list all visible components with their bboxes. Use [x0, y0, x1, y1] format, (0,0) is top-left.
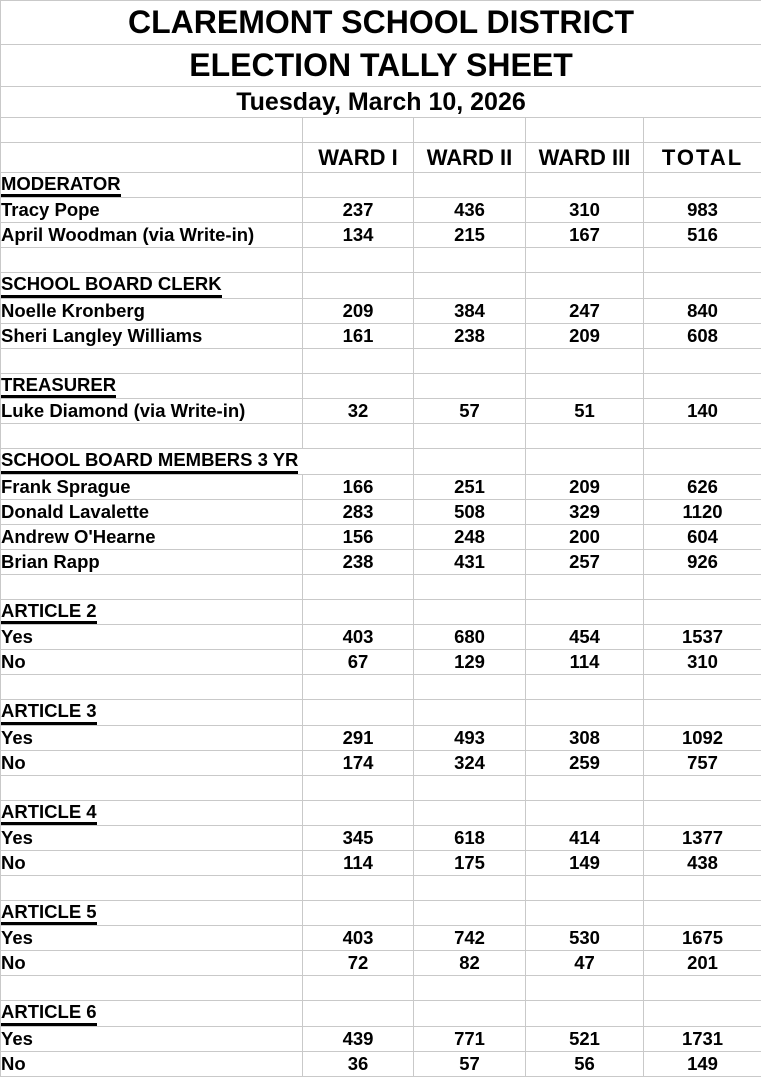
value-cell	[414, 424, 526, 449]
value-cell	[526, 675, 644, 700]
value-cell: 36	[303, 1051, 414, 1076]
value-cell	[526, 574, 644, 599]
spacer-row	[1, 248, 761, 273]
row-label: Yes	[1, 626, 33, 648]
label-cell	[1, 348, 303, 373]
value-cell: 384	[414, 298, 526, 323]
value-cell	[526, 599, 644, 624]
value-cell	[303, 248, 414, 273]
value-cell: 438	[644, 850, 761, 875]
section-label-cell	[1, 900, 303, 925]
value-cell: 926	[644, 549, 761, 574]
label-cell	[1, 926, 303, 951]
value-cell: 140	[644, 399, 761, 424]
empty-cell	[414, 118, 526, 143]
tally-row	[1, 725, 761, 750]
label-cell	[1, 574, 303, 599]
value-cell	[644, 574, 761, 599]
tally-row	[1, 198, 761, 223]
value-cell: 283	[303, 499, 414, 524]
section-label-cell	[1, 1001, 303, 1026]
value-cell	[303, 373, 414, 398]
row-label: Noelle Kronberg	[1, 299, 145, 321]
value-cell: 403	[303, 926, 414, 951]
value-cell: 201	[644, 951, 761, 976]
label-cell	[1, 223, 303, 248]
row-label: Yes	[1, 927, 33, 949]
value-cell: 259	[526, 750, 644, 775]
value-cell	[414, 675, 526, 700]
section-row	[1, 800, 761, 825]
date-row	[1, 87, 761, 118]
value-cell	[303, 675, 414, 700]
row-label: Sheri Langley Williams	[1, 324, 203, 346]
tally-row	[1, 323, 761, 348]
value-cell	[526, 900, 644, 925]
value-cell	[644, 449, 761, 474]
section-label-cell	[1, 173, 303, 198]
value-cell: 439	[303, 1026, 414, 1051]
value-cell	[303, 348, 414, 373]
row-label: No	[1, 851, 26, 873]
value-cell	[303, 574, 414, 599]
section-row	[1, 173, 761, 198]
value-cell	[414, 900, 526, 925]
label-cell	[1, 323, 303, 348]
tally-row	[1, 625, 761, 650]
value-cell: 114	[526, 650, 644, 675]
label-cell	[1, 298, 303, 323]
tally-row	[1, 750, 761, 775]
value-cell	[414, 1001, 526, 1026]
empty-cell	[303, 118, 414, 143]
value-cell: 604	[644, 524, 761, 549]
value-cell: 209	[526, 474, 644, 499]
section-label-cell	[1, 700, 303, 725]
value-cell	[526, 875, 644, 900]
value-cell: 114	[303, 850, 414, 875]
label-cell	[1, 675, 303, 700]
value-cell: 431	[414, 549, 526, 574]
value-cell	[303, 599, 414, 624]
value-cell	[526, 976, 644, 1001]
value-cell: 403	[303, 625, 414, 650]
value-cell	[526, 173, 644, 198]
value-cell: 454	[526, 625, 644, 650]
value-cell: 149	[526, 850, 644, 875]
value-cell: 175	[414, 850, 526, 875]
row-label: No	[1, 1052, 26, 1074]
value-cell	[526, 775, 644, 800]
value-cell	[526, 800, 644, 825]
tally-row	[1, 499, 761, 524]
value-cell: 291	[303, 725, 414, 750]
value-cell	[526, 248, 644, 273]
district-title-row	[1, 1, 761, 45]
value-cell: 156	[303, 524, 414, 549]
value-cell: 329	[526, 499, 644, 524]
value-cell	[644, 373, 761, 398]
section-row	[1, 1001, 761, 1026]
tally-row	[1, 1026, 761, 1051]
section-title: ARTICLE 6	[1, 1002, 97, 1025]
section-title: ARTICLE 5	[1, 902, 97, 925]
section-row	[1, 273, 761, 298]
label-cell	[1, 524, 303, 549]
value-cell: 67	[303, 650, 414, 675]
value-cell	[644, 424, 761, 449]
value-cell	[526, 273, 644, 298]
row-label: April Woodman (via Write-in)	[1, 224, 255, 246]
value-cell: 129	[414, 650, 526, 675]
row-label: No	[1, 651, 26, 673]
section-row	[1, 900, 761, 925]
row-label: Andrew O'Hearne	[1, 525, 156, 547]
tally-row	[1, 650, 761, 675]
row-label: Brian Rapp	[1, 550, 100, 572]
election-date: Tuesday, March 10, 2026	[236, 87, 526, 116]
value-cell	[644, 599, 761, 624]
row-label: Donald Lavalette	[1, 500, 150, 522]
value-cell	[414, 599, 526, 624]
value-cell	[644, 248, 761, 273]
district-title-cell	[1, 1, 761, 45]
value-cell	[644, 173, 761, 198]
value-cell: 1377	[644, 825, 761, 850]
value-cell: 56	[526, 1051, 644, 1076]
value-cell: 248	[414, 524, 526, 549]
label-cell	[1, 775, 303, 800]
label-cell	[1, 850, 303, 875]
value-cell: 57	[414, 1051, 526, 1076]
value-cell	[414, 373, 526, 398]
value-cell	[414, 173, 526, 198]
column-header-row	[1, 143, 761, 173]
section-row	[1, 449, 761, 474]
total-header: TOTAL	[644, 143, 761, 173]
label-cell	[1, 650, 303, 675]
value-cell: 508	[414, 499, 526, 524]
value-cell: 51	[526, 399, 644, 424]
label-cell	[1, 399, 303, 424]
value-cell	[303, 800, 414, 825]
value-cell: 1537	[644, 625, 761, 650]
tally-row	[1, 223, 761, 248]
row-label: Yes	[1, 826, 33, 848]
value-cell	[303, 976, 414, 1001]
value-cell	[303, 273, 414, 298]
section-title: MODERATOR	[1, 174, 121, 197]
value-cell: 237	[303, 198, 414, 223]
ward1-header: WARD I	[303, 143, 414, 173]
section-label-cell	[1, 599, 303, 624]
value-cell	[303, 900, 414, 925]
value-cell	[644, 976, 761, 1001]
section-title: ARTICLE 2	[1, 601, 97, 624]
tally-row	[1, 524, 761, 549]
value-cell	[644, 1001, 761, 1026]
spacer-row	[1, 875, 761, 900]
value-cell: 161	[303, 323, 414, 348]
value-cell: 310	[644, 650, 761, 675]
value-cell	[644, 875, 761, 900]
value-cell: 324	[414, 750, 526, 775]
value-cell: 238	[414, 323, 526, 348]
empty-cell	[644, 118, 761, 143]
label-cell	[1, 549, 303, 574]
value-cell	[303, 173, 414, 198]
label-cell	[1, 198, 303, 223]
value-cell	[414, 775, 526, 800]
value-cell	[526, 449, 644, 474]
value-cell	[303, 875, 414, 900]
tally-row	[1, 926, 761, 951]
spacer-row	[1, 348, 761, 373]
value-cell: 32	[303, 399, 414, 424]
value-cell: 200	[526, 524, 644, 549]
label-cell	[1, 750, 303, 775]
value-cell: 134	[303, 223, 414, 248]
value-cell	[644, 775, 761, 800]
section-title: TREASURER	[1, 375, 116, 398]
label-cell	[1, 248, 303, 273]
value-cell	[303, 424, 414, 449]
section-label-cell	[1, 273, 303, 298]
row-label: Luke Diamond (via Write-in)	[1, 400, 246, 422]
value-cell	[526, 700, 644, 725]
value-cell: 209	[526, 323, 644, 348]
value-cell	[644, 900, 761, 925]
value-cell	[303, 1001, 414, 1026]
value-cell: 82	[414, 951, 526, 976]
tally-row	[1, 474, 761, 499]
value-cell: 1675	[644, 926, 761, 951]
value-cell: 308	[526, 725, 644, 750]
sheet-title: ELECTION TALLY SHEET	[189, 47, 573, 83]
label-cell	[1, 976, 303, 1001]
value-cell	[526, 424, 644, 449]
value-cell	[414, 248, 526, 273]
section-title: ARTICLE 3	[1, 701, 97, 724]
value-cell: 1092	[644, 725, 761, 750]
tally-row	[1, 549, 761, 574]
value-cell: 608	[644, 323, 761, 348]
value-cell: 530	[526, 926, 644, 951]
value-cell: 257	[526, 549, 644, 574]
value-cell: 840	[644, 298, 761, 323]
spacer-row	[1, 424, 761, 449]
empty-cell	[526, 118, 644, 143]
spacer-row	[1, 574, 761, 599]
sheet-title-cell	[1, 45, 761, 87]
value-cell: 516	[644, 223, 761, 248]
label-cell	[1, 625, 303, 650]
value-cell: 493	[414, 725, 526, 750]
value-cell	[644, 800, 761, 825]
label-cell	[1, 1051, 303, 1076]
section-label-cell	[1, 449, 414, 474]
label-cell	[1, 499, 303, 524]
ward2-header: WARD II	[414, 143, 526, 173]
value-cell: 238	[303, 549, 414, 574]
value-cell: 72	[303, 951, 414, 976]
section-label-cell	[1, 800, 303, 825]
value-cell: 166	[303, 474, 414, 499]
spacer-row	[1, 976, 761, 1001]
tally-row	[1, 298, 761, 323]
value-cell: 757	[644, 750, 761, 775]
value-cell	[526, 1001, 644, 1026]
spacer-row	[1, 775, 761, 800]
label-cell	[1, 825, 303, 850]
section-row	[1, 373, 761, 398]
label-cell	[1, 424, 303, 449]
value-cell: 215	[414, 223, 526, 248]
value-cell	[414, 574, 526, 599]
label-cell	[1, 951, 303, 976]
tally-row	[1, 1051, 761, 1076]
value-cell	[414, 875, 526, 900]
value-cell: 618	[414, 825, 526, 850]
value-cell	[644, 675, 761, 700]
section-title: ARTICLE 4	[1, 802, 97, 825]
row-label: No	[1, 751, 26, 773]
value-cell: 310	[526, 198, 644, 223]
value-cell: 1120	[644, 499, 761, 524]
value-cell	[414, 800, 526, 825]
section-row	[1, 599, 761, 624]
value-cell	[644, 273, 761, 298]
value-cell	[303, 775, 414, 800]
label-cell	[1, 1026, 303, 1051]
value-cell: 167	[526, 223, 644, 248]
label-cell	[1, 474, 303, 499]
value-cell: 174	[303, 750, 414, 775]
value-cell: 57	[414, 399, 526, 424]
value-cell: 47	[526, 951, 644, 976]
row-label: Yes	[1, 726, 33, 748]
sheet-title-row	[1, 45, 761, 87]
spacer-row	[1, 118, 761, 143]
section-title: SCHOOL BOARD MEMBERS 3 YR	[1, 450, 298, 473]
section-label-cell	[1, 373, 303, 398]
value-cell: 251	[414, 474, 526, 499]
value-cell	[644, 700, 761, 725]
value-cell	[414, 273, 526, 298]
tally-row	[1, 951, 761, 976]
section-title: SCHOOL BOARD CLERK	[1, 274, 222, 297]
value-cell: 436	[414, 198, 526, 223]
value-cell: 680	[414, 625, 526, 650]
empty-cell	[1, 118, 303, 143]
value-cell: 345	[303, 825, 414, 850]
value-cell: 983	[644, 198, 761, 223]
value-cell	[414, 449, 526, 474]
value-cell: 247	[526, 298, 644, 323]
ward3-header: WARD III	[526, 143, 644, 173]
value-cell: 1731	[644, 1026, 761, 1051]
value-cell	[414, 348, 526, 373]
value-cell	[526, 373, 644, 398]
tally-row	[1, 399, 761, 424]
tally-row	[1, 825, 761, 850]
value-cell	[414, 700, 526, 725]
tally-row	[1, 850, 761, 875]
value-cell: 149	[644, 1051, 761, 1076]
row-label: Frank Sprague	[1, 475, 131, 497]
value-cell	[303, 700, 414, 725]
label-cell	[1, 725, 303, 750]
value-cell	[414, 976, 526, 1001]
section-row	[1, 700, 761, 725]
value-cell	[644, 348, 761, 373]
label-column-header	[1, 143, 303, 173]
value-cell: 626	[644, 474, 761, 499]
value-cell: 414	[526, 825, 644, 850]
district-title: CLAREMONT SCHOOL DISTRICT	[127, 4, 635, 40]
spacer-row	[1, 675, 761, 700]
row-label: No	[1, 952, 26, 974]
label-cell	[1, 875, 303, 900]
row-label: Tracy Pope	[1, 199, 100, 221]
value-cell: 771	[414, 1026, 526, 1051]
row-label: Yes	[1, 1027, 33, 1049]
value-cell: 209	[303, 298, 414, 323]
value-cell: 742	[414, 926, 526, 951]
value-cell	[526, 348, 644, 373]
date-cell	[1, 87, 761, 118]
value-cell: 521	[526, 1026, 644, 1051]
